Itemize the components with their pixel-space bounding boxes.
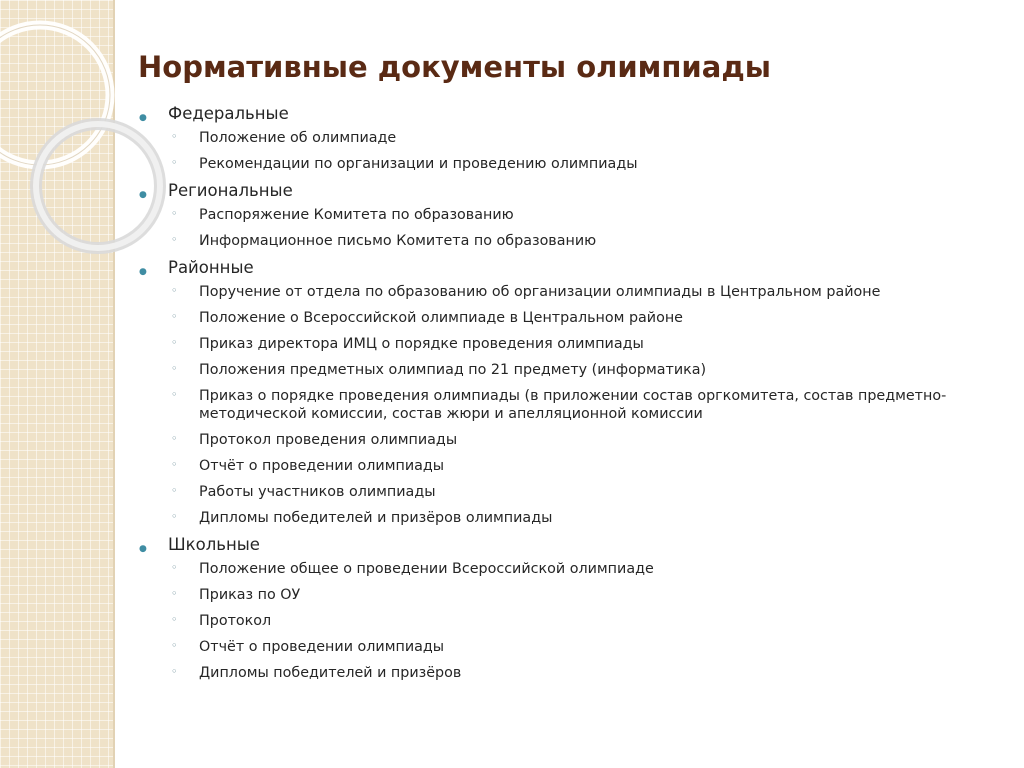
list-item-text: Поручение от отдела по образованию об организации олимпиады в Центральном районе [199,284,881,300]
list-item [136,483,1016,501]
list-item-text: Рекомендации по организации и проведению олимпиады [199,156,638,172]
bullet-circle-icon: ◦ [171,130,178,143]
bullet-circle-icon: ◦ [171,207,178,220]
section-items [136,129,1016,173]
list-item [136,129,1016,147]
bullet-dot-icon: ● [139,544,147,554]
list-item-text: Дипломы победителей и призёров [199,665,462,681]
list-item [136,387,1016,423]
list-item [136,361,1016,379]
section-label: Региональные [168,181,293,200]
list-item-text: Работы участников олимпиады [199,484,436,500]
document-list [136,104,1016,690]
section-heading [136,258,1016,278]
section-group [136,104,1016,173]
list-item [136,586,1016,604]
list-item-text: Положение общее о проведении Всероссийской олимпиаде [199,561,654,577]
list-item-text: Протокол проведения олимпиады [199,432,458,448]
bullet-circle-icon: ◦ [171,613,178,626]
list-item-text: Информационное письмо Комитета по образованию [199,233,597,249]
bullet-circle-icon: ◦ [171,665,178,678]
list-item-text: Положения предметных олимпиад по 21 предмету (информатика) [199,362,707,378]
section-heading [136,104,1016,124]
list-item-text: Приказ о порядке проведения олимпиады (в приложении состав оргкомитета, состав предметно-методической комиссии, состав жюри и апелляционной комиссии [199,388,947,422]
bullet-circle-icon: ◦ [171,156,178,169]
list-item [136,335,1016,353]
list-item-text: Приказ по ОУ [199,587,301,603]
section-items [136,206,1016,250]
bullet-circle-icon: ◦ [171,284,178,297]
bullet-circle-icon: ◦ [171,310,178,323]
bullet-circle-icon: ◦ [171,484,178,497]
list-item [136,457,1016,475]
list-item-text: Распоряжение Комитета по образованию [199,207,514,223]
section-group [136,535,1016,682]
list-item [136,206,1016,224]
list-item-text: Положение о Всероссийской олимпиаде в Центральном районе [199,310,683,326]
bullet-circle-icon: ◦ [171,639,178,652]
list-item [136,232,1016,250]
list-item-text: Отчёт о проведении олимпиады [199,458,445,474]
page-title: Нормативные документы олимпиады [138,50,771,84]
bullet-dot-icon: ● [139,113,147,123]
section-items [136,560,1016,682]
bullet-circle-icon: ◦ [171,362,178,375]
bullet-circle-icon: ◦ [171,233,178,246]
section-group [136,258,1016,527]
bullet-circle-icon: ◦ [171,388,178,401]
list-item-text: Отчёт о проведении олимпиады [199,639,445,655]
list-item-text: Приказ директора ИМЦ о порядке проведения олимпиады [199,336,644,352]
list-item [136,155,1016,173]
section-heading [136,181,1016,201]
list-item [136,638,1016,656]
list-item-text: Протокол [199,613,272,629]
list-item [136,664,1016,682]
section-group [136,181,1016,250]
section-label: Школьные [168,535,260,554]
bullet-dot-icon: ● [139,267,147,277]
list-item [136,509,1016,527]
list-item [136,431,1016,449]
section-label: Федеральные [168,104,289,123]
list-item [136,560,1016,578]
list-item [136,309,1016,327]
bullet-circle-icon: ◦ [171,587,178,600]
bullet-circle-icon: ◦ [171,561,178,574]
list-item [136,283,1016,301]
bullet-circle-icon: ◦ [171,336,178,349]
section-items [136,283,1016,527]
bullet-circle-icon: ◦ [171,458,178,471]
list-item-text: Дипломы победителей и призёров олимпиады [199,510,553,526]
bullet-circle-icon: ◦ [171,510,178,523]
bullet-dot-icon: ● [139,190,147,200]
list-item-text: Положение об олимпиаде [199,130,397,146]
section-heading [136,535,1016,555]
list-item [136,612,1016,630]
section-label: Районные [168,258,254,277]
bullet-circle-icon: ◦ [171,432,178,445]
